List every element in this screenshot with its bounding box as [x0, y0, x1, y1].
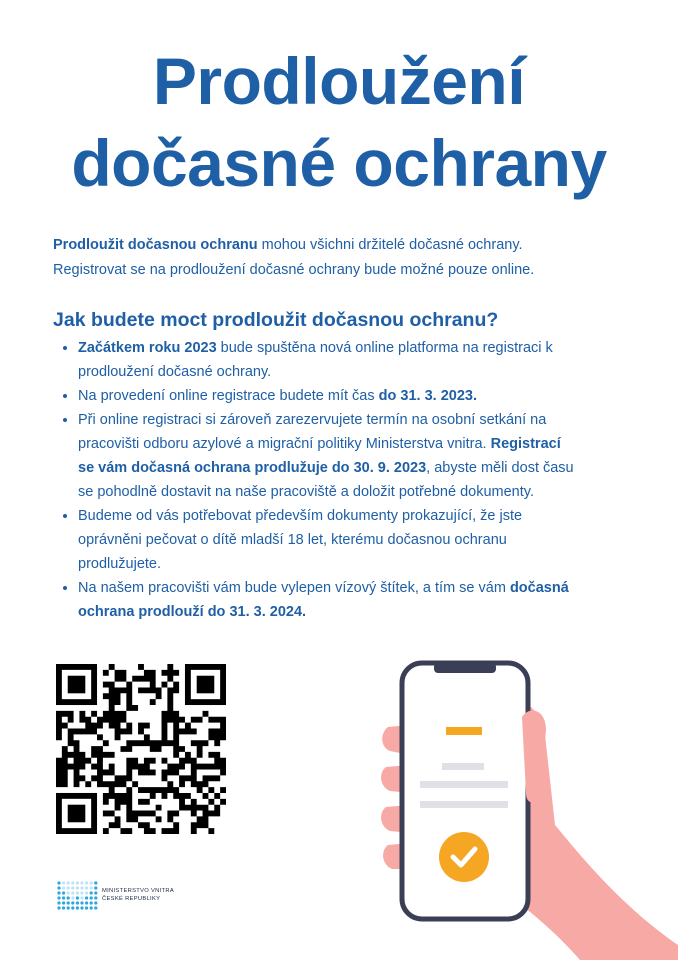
- intro-paragraph-1: [53, 233, 653, 258]
- page-title: [0, 40, 678, 204]
- item2-text: Na provedení online registrace budete mít čas: [78, 388, 379, 404]
- item4-line2: oprávněni pečovat o dítě mladší 18 let, kterému dočasnou ochranu: [78, 532, 507, 548]
- item3-line3-bold: se vám dočasná ochrana prodlužuje do 30. 9. 2023: [78, 460, 427, 476]
- item3-line2-bold: Registrací: [490, 436, 561, 452]
- ministry-logo: [56, 878, 196, 918]
- item3-line3-text: , abyste měli dost času: [426, 460, 574, 476]
- title-line-2: dočasné ochrany: [71, 126, 607, 200]
- phone-header-bar: [446, 727, 482, 735]
- ministry-logo-text: [102, 887, 174, 903]
- item5-line2-bold: ochrana prodlouží do 31. 3. 2024.: [78, 604, 307, 620]
- logo-line-1: MINISTERSTVO VNITRA: [102, 888, 175, 894]
- phone-line-2: [420, 781, 508, 788]
- check-circle-icon: [439, 832, 489, 882]
- bullet-list: [60, 336, 638, 624]
- phone-line-3: [420, 801, 508, 808]
- item4-line1: Budeme od vás potřebovat především dokumenty prokazující, že jste: [78, 508, 523, 524]
- list-item: [78, 408, 638, 504]
- item4-line3: prodlužujete.: [78, 556, 162, 572]
- item3-line4: se pohodlně dostavit na naše pracoviště a doložit potřebné dokumenty.: [78, 484, 534, 500]
- phone-line-1: [442, 763, 484, 770]
- qr-finder-pattern: [56, 793, 97, 834]
- list-item: [78, 504, 638, 576]
- logo-line-2: ČESKÉ REPUBLIKY: [102, 896, 161, 902]
- item1-text: bude spuštěna nová online platforma na registraci k: [216, 340, 553, 356]
- qr-finder-pattern: [56, 664, 97, 705]
- item5-bold: dočasná: [509, 580, 569, 596]
- list-item: [78, 576, 638, 624]
- section-heading: Jak budete moct prodloužit dočasnou ochranu?: [53, 309, 499, 331]
- intro-rest: mohou všichni držitelé dočasné ochrany.: [257, 237, 523, 253]
- ministry-logo-icon: [56, 878, 100, 914]
- item2-bold: do 31. 3. 2023.: [378, 388, 477, 404]
- item1-bold: Začátkem roku 2023: [78, 340, 217, 356]
- qr-code[interactable]: [56, 664, 226, 834]
- intro-text: [53, 233, 653, 283]
- intro-paragraph-2: Registrovat se na prodloužení dočasné ochrany bude možné pouze online.: [53, 262, 535, 278]
- list-item: [78, 336, 638, 384]
- item1-line2: prodloužení dočasné ochrany.: [78, 364, 272, 380]
- item5-text: Na našem pracovišti vám bude vylepen vízový štítek, a tím se vám: [78, 580, 510, 596]
- qr-finder-pattern: [185, 664, 226, 705]
- item3-line2-text: pracovišti odboru azylové a migrační politiky Ministerstva vnitra.: [78, 436, 491, 452]
- title-line-1: Prodloužení: [152, 44, 526, 118]
- phone-notch: [434, 663, 496, 673]
- item3-line1: Při online registraci si zároveň zarezervujete termín na osobní setkání na: [78, 412, 547, 428]
- intro-bold: Prodloužit dočasnou ochranu: [53, 237, 258, 253]
- list-item: [78, 384, 638, 408]
- hand-holding-phone-illustration: [380, 655, 678, 960]
